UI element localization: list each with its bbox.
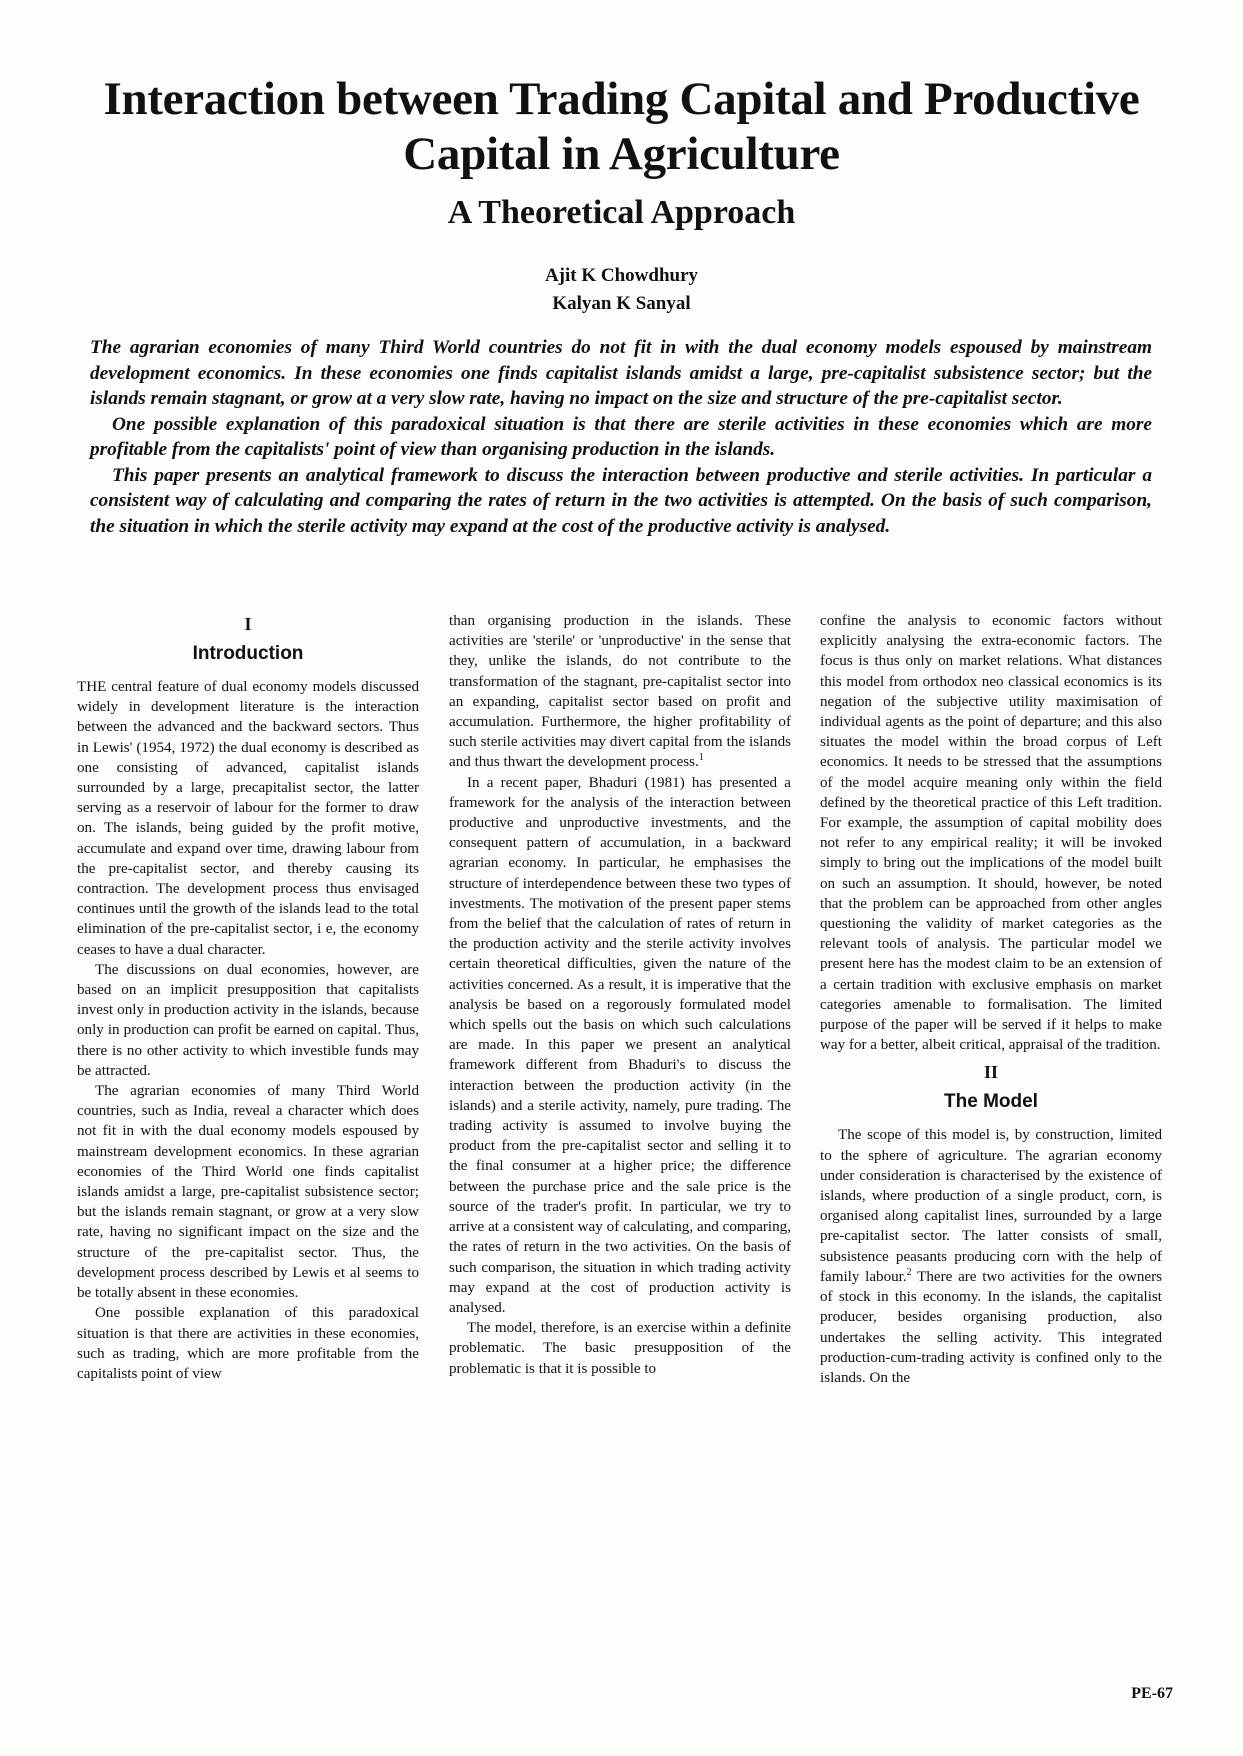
footnote-marker: 1 xyxy=(698,752,704,764)
body-paragraph: One possible explanation of this paradoxical situation is that there are activities in these economies, such as trading, which are more profitable from the capitalists point of view xyxy=(77,1305,419,1382)
abstract xyxy=(90,335,1152,539)
text-column-2 xyxy=(449,611,791,1379)
section-number: I xyxy=(244,614,252,634)
page-number: PE-67 xyxy=(1131,1685,1173,1702)
body-paragraph: The agrarian economies of many Third World countries, such as India, reveal a character which does not fit in with the dual economy models espoused by mainstream development economics. In these agrarian economies of the Third World one finds capitalist islands amidst a large, pre-capitalist subsistence sector; but the islands remain stagnant, or grow at a very slow rate, having no significant impact on the size and the structure of the pre-capitalist sector. Thus, the development process described by Lewis et al seems to be totally absent in these economies. xyxy=(77,1083,419,1302)
text-column-3 xyxy=(820,611,1162,1388)
body-paragraph: THE central feature of dual economy models discussed widely in development literature is the interaction between the advanced and the backward sectors. Thus in Lewis' (1954, 1972) the dual economy is described as one consisting of advanced, capitalist islands surrounded by a large, precapitalist sector, the latter serving as a reservoir of labour for the former to draw on. The islands, being guided by the profit motive, accumulate and expand over time, drawing labour from the pre-capitalist sector, and thereby causing its contraction. The development process thus envisaged continues until the growth of the islands lead to the total elimination of the pre-capitalist sector, i e, the economy ceases to have a dual character. xyxy=(77,679,419,958)
text-column-1 xyxy=(77,611,419,1384)
paper-title: Interaction between Trading Capital and Productive Capital in Agriculture xyxy=(103,73,1140,180)
body-paragraph: In a recent paper, Bhaduri (1981) has presented a framework for the analysis of the interaction between productive and unproductive investments, and the consequent pattern of accumulation, in a backward agrarian economy. In particular, he emphasises the structure of interdependence between these two types of investments. The motivation of the present paper stems from the belief that the calculation of rates of return in the production activity and the sterile activity involves certain theoretical difficulties, given the nature of the activities concerned. As a result, it is imperative that the analysis be based on a regorously formulated model which spells out the basis on which such calculations are made. In this paper we present an analytical framework different from Bhaduri's to discuss the interaction between the production activity (in the islands) and a sterile activity, namely, pure trading. The trading activity is assumed to involve buying the product from the pre-capitalist sector and selling it to the final consumer at a higher price; the difference between the purchase price and the sale price is the source of the trader's profit. In particular, we try to arrive at a consistent way of calculating, and comparing, the rates of return in the two activities. On the basis of such comparison, the situation in which trading activity may expand at the cost of production activity is analysed. xyxy=(449,774,791,1316)
author-name: Kalyan K Sanyal xyxy=(552,293,691,314)
section-heading: Introduction xyxy=(192,643,304,664)
body-paragraph: The discussions on dual economies, however, are based on an implicit presupposition that capitalists invest only in production activity in the islands, because only in production can profit be earned on capital. Thus, there is no other activity to which investible funds may be attracted. xyxy=(77,961,419,1079)
footnote-marker: 2 xyxy=(906,1266,912,1278)
section-number: II xyxy=(983,1062,998,1083)
body-paragraph xyxy=(820,1125,1162,1388)
body-paragraph: confine the analysis to economic factors without explicitly analysing the extra-economic factors. The focus is thus only on market relations. What distances this model from orthodox neo classical economics is its negation of the subjective utility maximisation of individual agents as the point of departure; and this also situates the model within the broad corpus of Left economics. It needs to be stressed that the assumptions of the model acquire meaning only within the field defined by the theoretical practice of this Left tradition. For example, the assumption of capital mobility does not refer to any empirical reality; it will be invoked simply to bring out the implications of the model built on such an assumption. It should, however, be noted that the problem can be approached from other angles questioning the validity of market categories as the relevant tools of analysis. The particular model we present here has the modest claim to be an extension of a certain tradition with exclusive emphasis on market categories amenable to formalisation. The limited purpose of the paper will be served if it helps to make way for a better, albeit critical, appraisal of the tradition. xyxy=(820,613,1162,1054)
body-text: There are two activities for the owners of stock in this economy. In the islands, the capitalist producer, besides organising production, also undertakes the selling activity. This integrated production-cum-trading activity is confined only to the islands. On the xyxy=(820,1268,1162,1386)
abstract-paragraph: This paper presents an analytical framework to discuss the interaction between productive and sterile activities. In particular a consistent way of calculating and comparing the rates of return in the two activities is attempted. On the basis of such comparison, the situation in which the sterile activity may expand at the cost of the productive activity is analysed. xyxy=(90,464,1152,537)
paper-subtitle: A Theoretical Approach xyxy=(447,194,796,231)
section-heading: The Model xyxy=(944,1091,1038,1113)
author-name: Ajit K Chowdhury xyxy=(544,265,699,286)
abstract-paragraph: One possible explanation of this paradoxical situation is that there are sterile activities in these economies which are more profitable from the capitalists' point of view than organising production in the islands. xyxy=(90,413,1152,460)
body-paragraph: The model, therefore, is an exercise within a definite problematic. The basic presupposition of the problematic is that it is possible to xyxy=(449,1320,791,1377)
body-text: The scope of this model is, by construction, limited to the sphere of agriculture. The agrarian economy under consideration is characterised by the existence of islands, where production of a single product, corn, is organised along capitalist lines, surrounded by a large pre-capitalist sector. The latter consists of small, subsistence peasants producing corn with the help of family labour. xyxy=(820,1127,1162,1285)
author-list xyxy=(60,262,1183,318)
body-text: than organising production in the islands. These activities are 'sterile' or 'unproductive' in the sense that they, unlike the islands, do not contribute to the transformation of the stagnant, pre-capitalist sector into an expanding, capitalist sector based on profit and accumulation. Furthermore, the higher profitability of such sterile activities may divert capital from the islands and thus thwart the development process. xyxy=(449,613,791,771)
body-paragraph xyxy=(449,611,791,773)
abstract-paragraph: The agrarian economies of many Third World countries do not fit in with the dual economy models espoused by mainstream development economics. In these economies one finds capitalist islands amidst a large, pre-capitalist subsistence sector; but the islands remain stagnant, or grow at a very slow rate, having no impact on the size and structure of the pre-capitalist sector. xyxy=(90,337,1152,409)
